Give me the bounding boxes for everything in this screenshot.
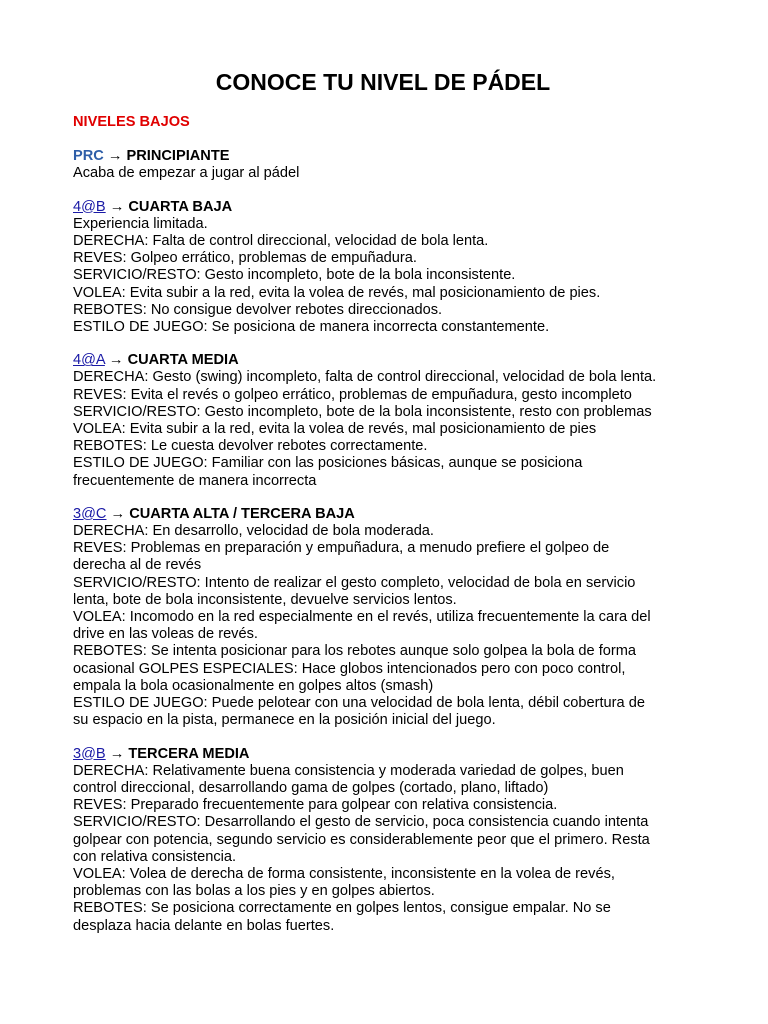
level-description-line: REBOTES: No consigue devolver rebotes direccionados. xyxy=(73,301,443,318)
level-description-line: empala la bola ocasionalmente en golpes altos (smash) xyxy=(73,677,434,694)
level-description-line: SERVICIO/RESTO: Intento de realizar el gesto completo, velocidad de bola en servicio xyxy=(73,574,636,591)
level-code-link[interactable]: 4@B xyxy=(73,198,106,215)
level-name: CUARTA MEDIA xyxy=(127,352,239,369)
level-description-line: VOLEA: Evita subir a la red, evita la volea de revés, mal posicionamiento de pies. xyxy=(73,284,601,301)
level-description-line: ESTILO DE JUEGO: Se posiciona de manera incorrecta constantemente. xyxy=(73,319,550,336)
level-description-line: problemas con las bolas a los pies y en golpes abiertos. xyxy=(73,883,435,900)
level-description-line: REVES: Problemas en preparación y empuñadura, a menudo prefiere el golpeo de xyxy=(73,540,610,557)
level-code-link[interactable]: 3@C xyxy=(73,505,107,522)
level-heading xyxy=(73,506,713,523)
level-description-line: ESTILO DE JUEGO: Puede pelotear con una velocidad de bola lenta, débil cobertura de xyxy=(73,695,645,712)
level-name: CUARTA BAJA xyxy=(128,198,233,215)
level-code-link[interactable]: 4@A xyxy=(73,352,105,369)
level-name: TERCERA MEDIA xyxy=(128,745,250,762)
level-description-line: drive en las voleas de revés. xyxy=(73,626,258,643)
arrow-icon: → xyxy=(105,198,129,215)
level-code-link[interactable]: 3@B xyxy=(73,745,106,762)
arrow-icon: → xyxy=(103,148,127,165)
arrow-icon: → xyxy=(104,352,128,369)
level-description-line: DERECHA: En desarrollo, velocidad de bola moderada. xyxy=(73,523,434,540)
arrow-icon: → xyxy=(105,745,129,762)
level-name: CUARTA ALTA / TERCERA BAJA xyxy=(129,505,355,522)
level-description-line: SERVICIO/RESTO: Desarrollando el gesto de servicio, poca consistencia cuando intenta xyxy=(73,814,649,831)
level-description-line: REBOTES: Le cuesta devolver rebotes correctamente. xyxy=(73,438,428,455)
document-page xyxy=(73,68,713,951)
level-description-line: ESTILO DE JUEGO: Familiar con las posiciones básicas, aunque se posiciona xyxy=(73,455,583,472)
level-description-line: REVES: Golpeo errático, problemas de empuñadura. xyxy=(73,250,417,267)
level-description-line: REBOTES: Se posiciona correctamente en golpes lentos, consigue empalar. No se xyxy=(73,900,611,917)
level-description-line: DERECHA: Relativamente buena consistencia y moderada variedad de golpes, buen xyxy=(73,762,624,779)
level-description-line: control direccional, desarrollando gama de golpes (cortado, plano, liftado) xyxy=(73,779,549,796)
level-description-line: VOLEA: Volea de derecha de forma consistente, inconsistente en la volea de revés, xyxy=(73,865,615,882)
level-description-line: DERECHA: Falta de control direccional, velocidad de bola lenta. xyxy=(73,233,489,250)
level-description-line: frecuentemente de manera incorrecta xyxy=(73,472,317,489)
level-block xyxy=(73,746,713,935)
level-heading xyxy=(73,199,713,216)
level-description-line: golpear con potencia, segundo servicio es considerablemente peor que el primero. Resta xyxy=(73,831,650,848)
level-description-line: SERVICIO/RESTO: Gesto incompleto, bote de la bola inconsistente, resto con problemas xyxy=(73,403,652,420)
level-block xyxy=(73,506,713,730)
level-description-line: desplaza hacia delante en bolas fuertes. xyxy=(73,917,335,934)
level-description-line: REVES: Evita el revés o golpeo errático, problemas de empuñadura, gesto incompleto xyxy=(73,386,632,403)
level-name: PRINCIPIANTE xyxy=(126,148,230,165)
level-description-line: su espacio en la pista, permanece en la posición inicial del juego. xyxy=(73,712,496,729)
level-code: PRC xyxy=(73,148,104,165)
level-description-line: Experiencia limitada. xyxy=(73,215,208,232)
level-block xyxy=(73,352,713,490)
level-description-line: DERECHA: Gesto (swing) incompleto, falta de control direccional, velocidad de bola lenta. xyxy=(73,369,657,386)
level-description-line: lenta, bote de bola inconsistente, devuelve servicios lentos. xyxy=(73,591,457,608)
level-description-line: derecha al de revés xyxy=(73,557,202,574)
section-heading: NIVELES BAJOS xyxy=(73,114,190,130)
level-description-line: REBOTES: Se intenta posicionar para los rebotes aunque solo golpea la bola de forma xyxy=(73,643,637,660)
level-description-line: SERVICIO/RESTO: Gesto incompleto, bote de la bola inconsistente. xyxy=(73,267,516,284)
level-description-line: ocasional GOLPES ESPECIALES: Hace globos intencionados pero con poco control, xyxy=(73,660,626,677)
level-heading xyxy=(73,352,713,369)
document-title: CONOCE TU NIVEL DE PÁDEL xyxy=(215,69,551,95)
level-heading xyxy=(73,148,713,165)
level-description-line: Acaba de empezar a jugar al pádel xyxy=(73,165,300,182)
arrow-icon: → xyxy=(106,505,130,522)
level-block xyxy=(73,148,713,182)
levels-list xyxy=(73,148,713,935)
level-description-line: VOLEA: Incomodo en la red especialmente en el revés, utiliza frecuentemente la cara del xyxy=(73,609,651,626)
level-description-line: VOLEA: Evita subir a la red, evita la volea de revés, mal posicionamiento de pies xyxy=(73,421,597,438)
level-heading xyxy=(73,746,713,763)
level-block xyxy=(73,199,713,337)
level-description-line: REVES: Preparado frecuentemente para golpear con relativa consistencia. xyxy=(73,797,558,814)
level-description-line: con relativa consistencia. xyxy=(73,848,237,865)
